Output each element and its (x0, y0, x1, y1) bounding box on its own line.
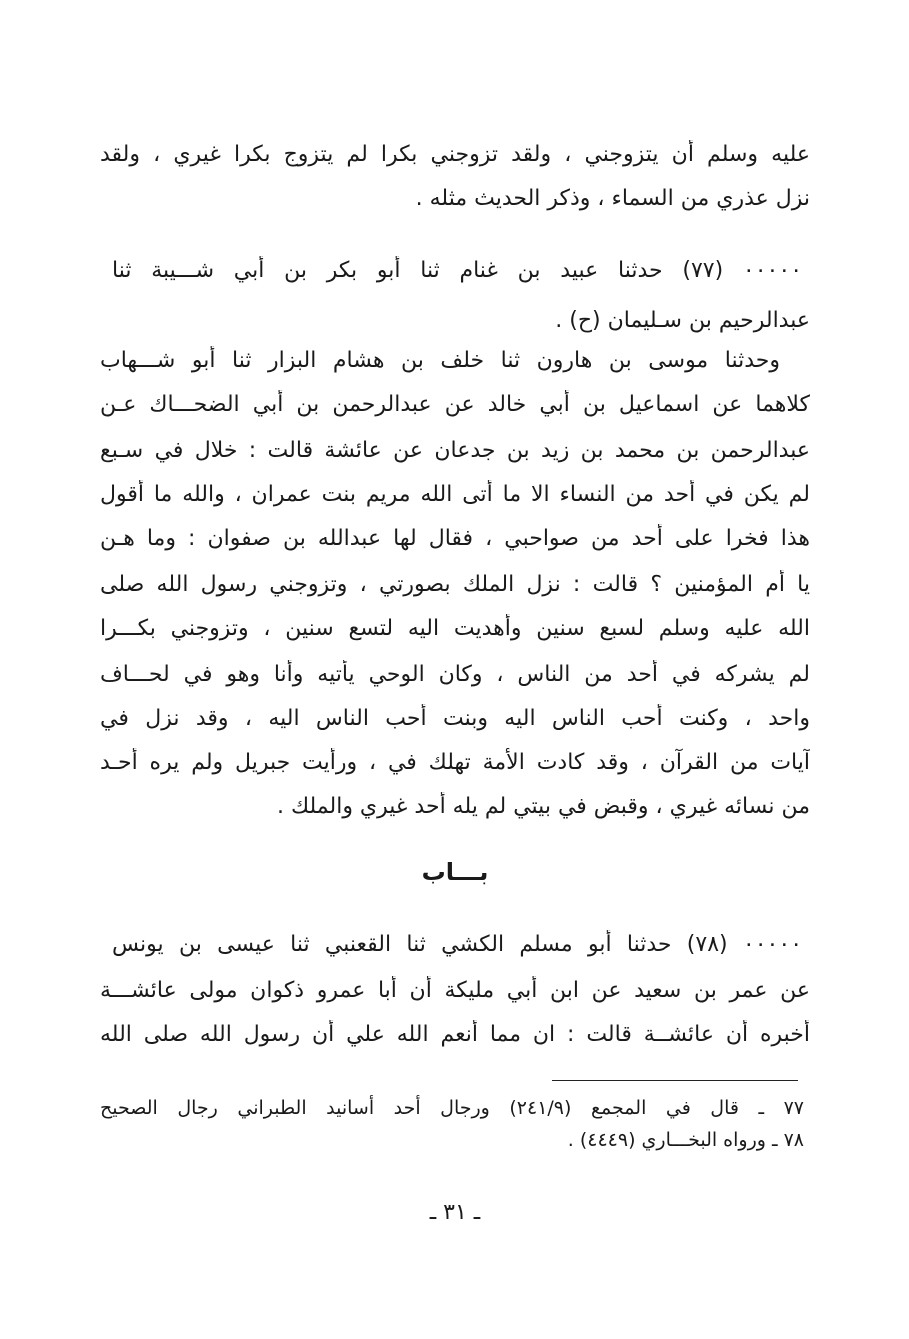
section-heading: بـــاب (421, 858, 489, 886)
text-line: هذا فخرا على أحد من صواحبي ، فقال لها عبدالله بن صفوان : وما هـن (100, 526, 810, 551)
text-line: لم يشركه في أحد من الناس ، وكان الوحي يأتيه وأنا وهو في لحـــاف (100, 662, 810, 687)
text-line: لم يكن في أحد من النساء الا ما أتى الله مريم بنت عمران ، والله ما أقول (100, 482, 810, 507)
text-line: وحدثنا موسى بن هارون ثنا خلف بن هشام البزار ثنا أبو شـــهاب (100, 348, 780, 373)
text-line: آيات من القرآن ، وقد كادت الأمة تهلك في ، ورأيت جبريل ولم يره أحـد (100, 750, 810, 775)
text-line: كلاهما عن اسماعيل بن أبي خالد عن عبدالرحمن بن أبي الضحـــاك عـن (100, 392, 810, 417)
text-line: واحد ، وكنت أحب الناس اليه وبنت أحب الناس اليه ، وقد نزل في (100, 706, 810, 731)
page-number: ـ ٣١ ـ (429, 1200, 481, 1225)
footnote: ٧٧ ـ قال في المجمع (٢٤١/٩) ورجال أحد أسانيد الطبراني رجال الصحيح (100, 1097, 805, 1119)
text-line: عليه وسلم أن يتزوجني ، ولقد تزوجني بكرا لم يتزوج بكرا غيري ، ولقد (100, 142, 810, 167)
text-line: الله عليه وسلم لسبع سنين وأهديت اليه لتسع سنين ، وتزوجني بكـــرا (100, 616, 810, 641)
text-line: نزل عذري من السماء ، وذكر الحديث مثله . (415, 186, 810, 211)
text-line: ٠٠٠٠٠ (٧٨) حدثنا أبو مسلم الكشي ثنا القعنبي ثنا عيسى بن يونس (112, 932, 802, 957)
text-line: من نسائه غيري ، وقبض في بيتي لم يله أحد غيري والملك . (276, 794, 810, 819)
footnote: ٧٨ ـ ورواه البخـــاري (٤٤٤٩) . (567, 1129, 804, 1151)
text-line: عبدالرحمن بن محمد بن زيد بن جدعان عن عائشة قالت : خلال في سـبع (100, 438, 810, 463)
text-line: أخبره أن عائشــة قالت : ان مما أنعم الله علي أن رسول الله صلى الله (100, 1022, 810, 1047)
text-line: عبدالرحيم بن سـليمان (ح) . (555, 308, 810, 333)
text-line: عن عمر بن سعيد عن ابن أبي مليكة أن أبا عمرو ذكوان مولى عائشـــة (100, 978, 810, 1003)
footnote-divider (552, 1080, 798, 1081)
text-line: ٠٠٠٠٠ (٧٧) حدثنا عبيد بن غنام ثنا أبو بكر بن أبي شـــيبة ثنا (112, 258, 802, 283)
text-line: يا أم المؤمنين ؟ قالت : نزل الملك بصورتي ، وتزوجني رسول الله صلى (100, 572, 810, 597)
